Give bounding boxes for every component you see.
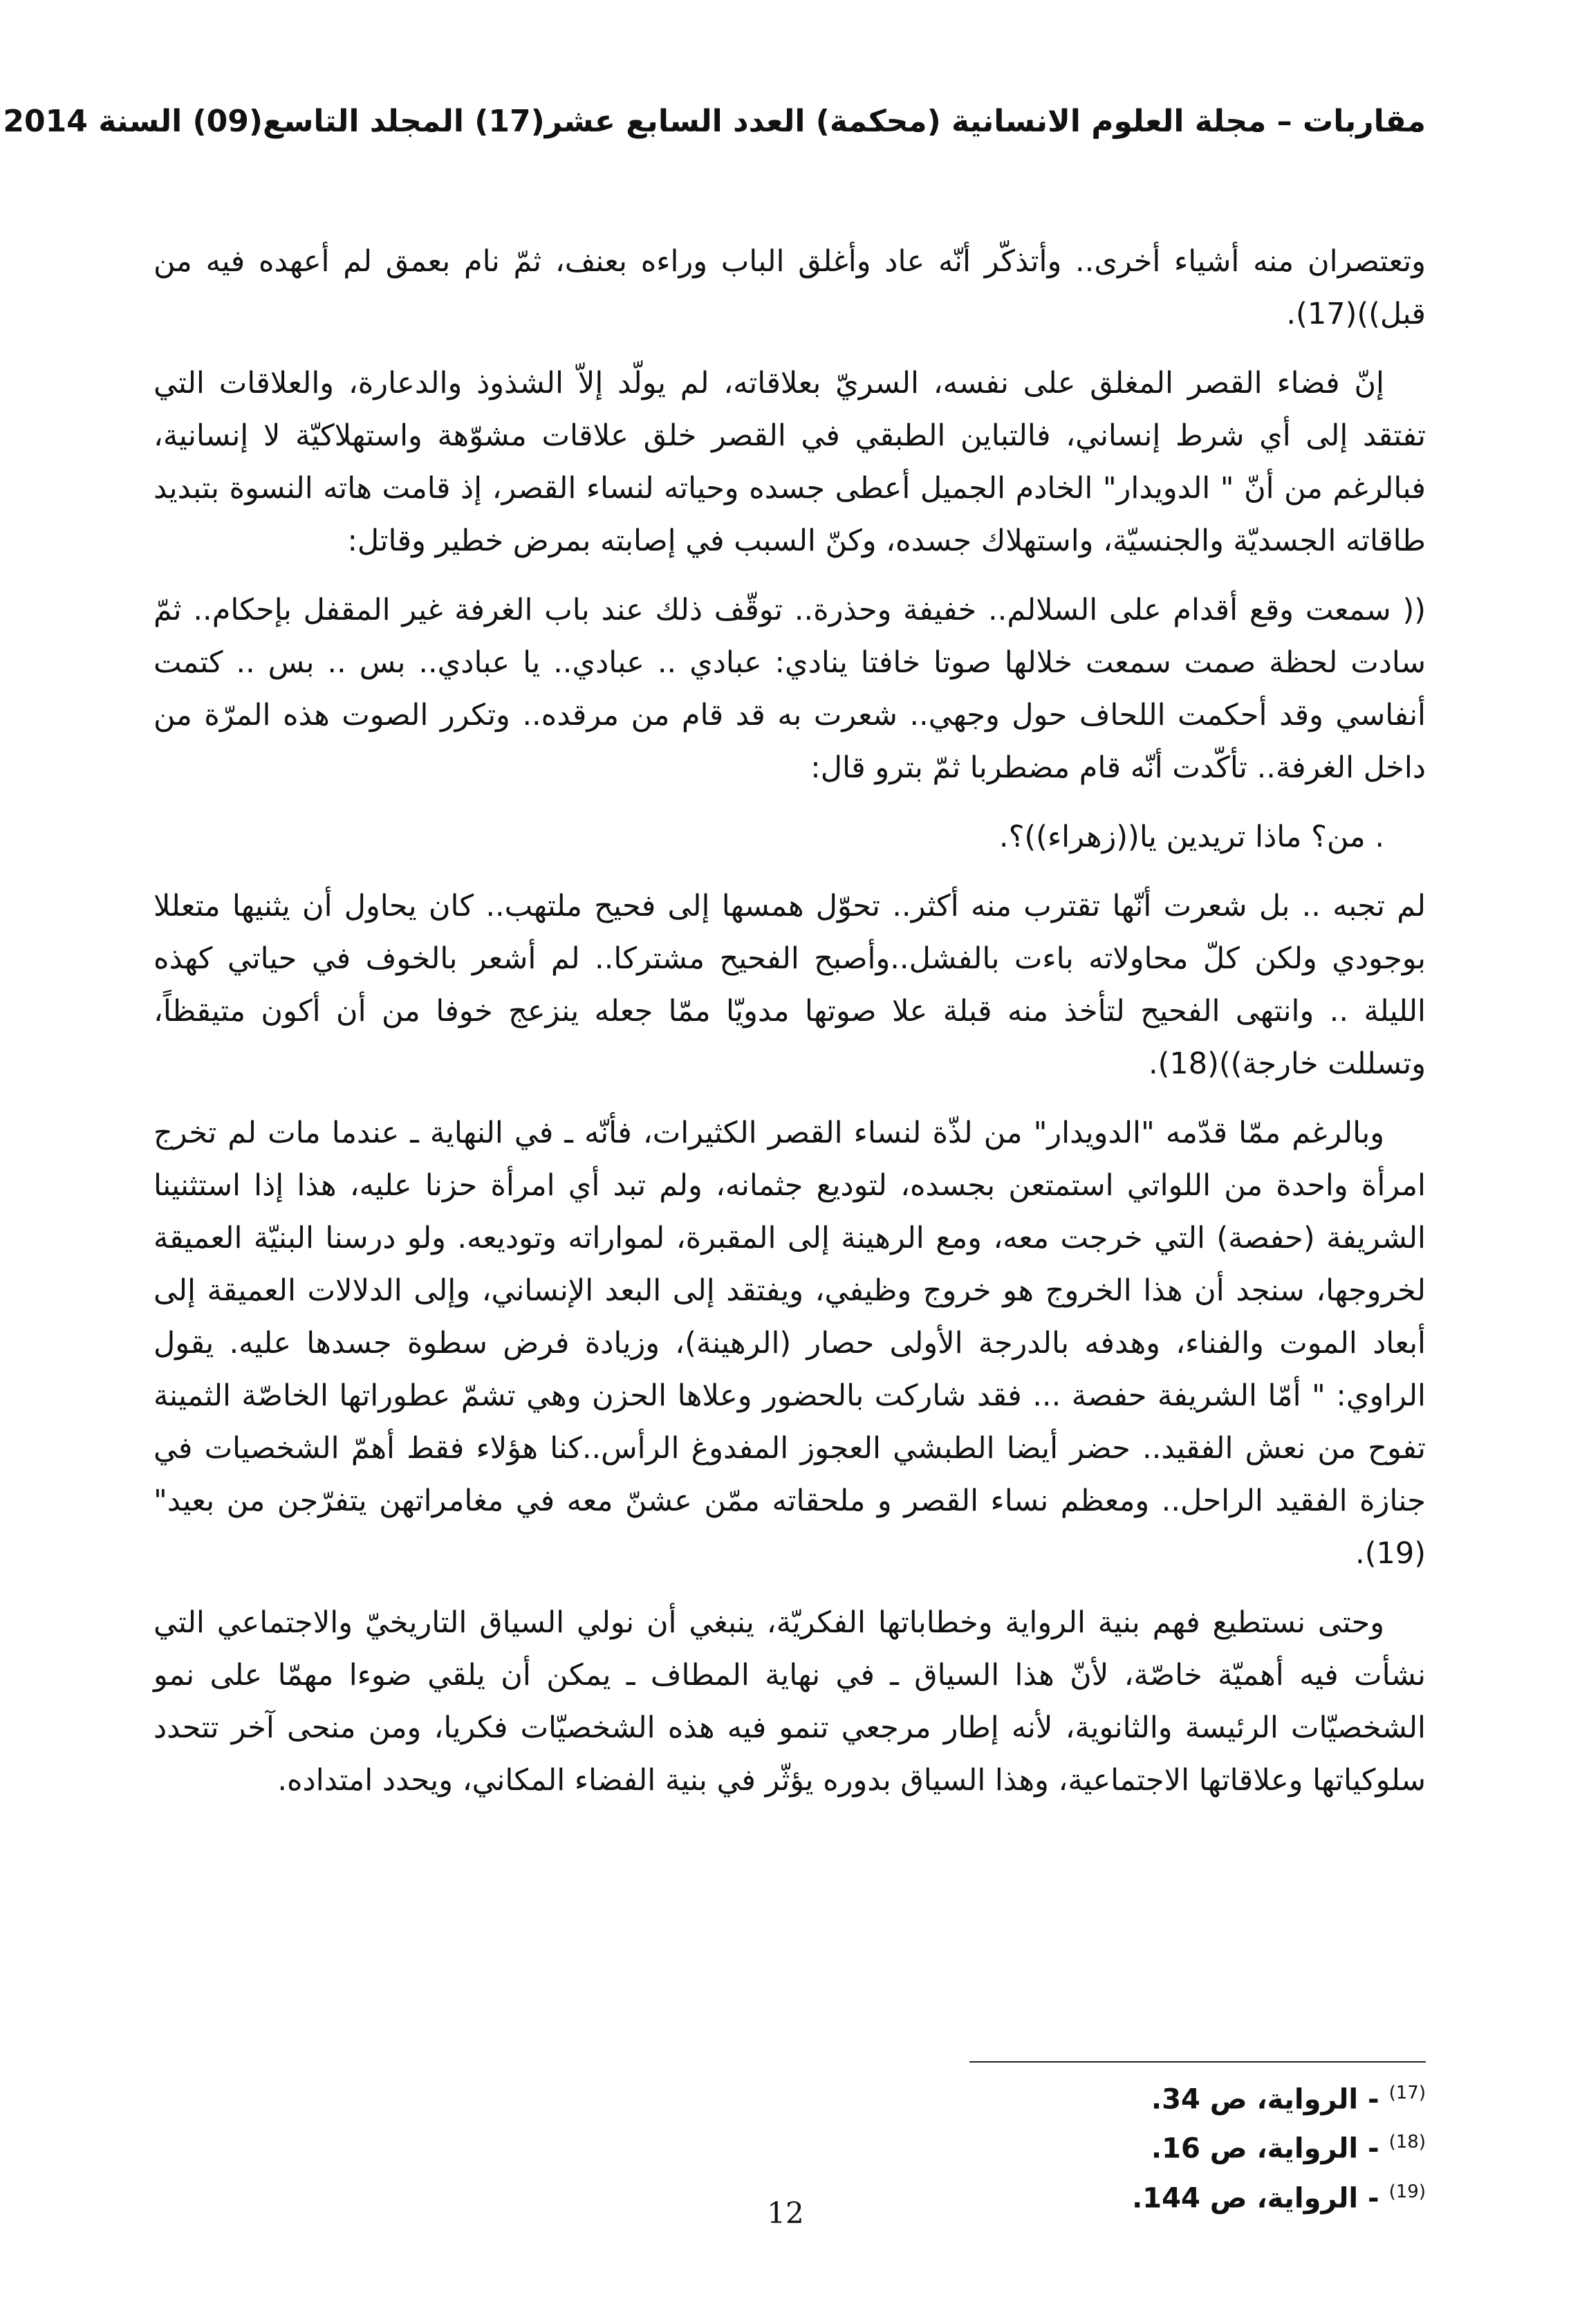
footnote-item (803, 2170, 1426, 2220)
paragraph-1: وتعتصران منه أشياء أخرى.. وأتذكّر أنّه عاد وأغلق الباب وراءه بعنف، ثمّ نام بعمق لم أعهده فيه من قبل))(17). (154, 244, 1426, 331)
footnote-divider (969, 2061, 1426, 2063)
footnote-text: - الرواية، ص 16. (1151, 2132, 1379, 2165)
running-header: مقاربات – مجلة العلوم الانسانية (محكمة) العدد السابع عشر(17) المجلد التاسع(09) السنة 2014 (3, 104, 1426, 139)
footnote-number: (18) (1388, 2132, 1426, 2153)
footnote-item (803, 2121, 1426, 2170)
paragraph-4: وحتى نستطيع فهم بنية الرواية وخطاباتها الفكريّة، ينبغي أن نولي السياق التاريخيّ والاجتماعي التي نشأت فيه أهميّة خاصّة، لأنّ هذا السياق ـ في نهاية المطاف ـ يمكن أن يلقي ضوءا مهمّا على نمو الشخصيّات الرئيسة والثانوية، لأنه إطار مرجعي تنمو فيه هذه الشخصيّات فكريا، ومن منحى آخر تتحدد سلوكياتها وعلاقاتها الاجتماعية، وهذا السياق بدوره يؤثّر في بنية الفضاء المكاني، ويحدد امتداده. (154, 1605, 1426, 1798)
footnotes (803, 2072, 1426, 2220)
footnote-text: - الرواية، ص 144. (1132, 2182, 1379, 2214)
article-body (154, 235, 1426, 1823)
footnote-text: - الرواية، ص 34. (1151, 2083, 1379, 2116)
footnote-item (803, 2072, 1426, 2121)
footnote-number: (17) (1388, 2083, 1426, 2103)
quote-dialogue-line: . من؟ ماذا تريدين يا((زهراء))؟. (998, 820, 1384, 854)
footnote-number: (19) (1388, 2181, 1426, 2202)
quote-paragraph-2: لم تجبه .. بل شعرت أنّها تقترب منه أكثر.. تحوّل همسها إلى فحيح ملتهب.. كان يحاول أن يثنيها متعللا بوجودي ولكن كلّ محاولاته باءت بالفشل..وأصبح الفحيح مشتركا.. لم أشعر بالخوف في حياتي كهذه الليلة .. وانتهى الفحيح لتأخذ منه قبلة علا صوتها مدويّا ممّا جعله ينزعج خوفا من أن أكون متيقظاً، وتسللت خارجة))(18). (154, 889, 1426, 1081)
page-number: 12 (767, 2196, 804, 2230)
quote-paragraph-1: (( سمعت وقع أقدام على السلالم.. خفيفة وحذرة.. توقّف ذلك عند باب الغرفة غير المقفل بإحكام.. ثمّ سادت لحظة صمت سمعت خلالها صوتا خافتا ينادي: عبادي .. عبادي.. يا عبادي.. بس .. بس .. كتمت أنفاسي وقد أحكمت اللحاف حول وجهي.. شعرت به قد قام من مرقده.. وتكرر الصوت هذه المرّة من داخل الغرفة.. تأكّدت أنّه قام مضطربا ثمّ بترو قال: (154, 593, 1426, 785)
paragraph-2: إنّ فضاء القصر المغلق على نفسه، السريّ بعلاقاته، لم يولّد إلاّ الشذوذ والدعارة، والعلاقات التي تفتقد إلى أي شرط إنساني، فالتباين الطبقي في القصر خلق علاقات مشوّهة واستهلاكيّة لا إنسانية، فبالرغم من أنّ " الدويدار" الخادم الجميل أعطى جسده وحياته لنساء القصر، إذ قامت هاته النسوة بتبديد طاقاته الجسديّة والجنسيّة، واستهلاك جسده، وكنّ السبب في إصابته بمرض خطير وقاتل: (154, 366, 1426, 558)
paragraph-3: وبالرغم ممّا قدّمه "الدويدار" من لذّة لنساء القصر الكثيرات، فأنّه ـ في النهاية ـ عندما مات لم تخرج امرأة واحدة من اللواتي استمتعن بجسده، لتوديع جثمانه، ولم تبد أي امرأة حزنا عليه، هذا إذا استثنينا الشريفة (حفصة) التي خرجت معه، ومع الرهينة إلى المقبرة، لمواراته وتوديعه. ولو درسنا البنيّة العميقة لخروجها، سنجد أن هذا الخروج هو خروج وظيفي، ويفتقد إلى البعد الإنساني، وإلى الدلالات العميقة إلى أبعاد الموت والفناء، وهدفه بالدرجة الأولى حصار (الرهينة)، وزيادة فرض سطوة جسدها عليه. يقول الراوي: " أمّا الشريفة حفصة ... فقد شاركت بالحضور وعلاها الحزن وهي تشمّ عطوراتها الخاصّة الثمينة تفوح من نعش الفقيد.. حضر أيضا الطبشي العجوز المفدوغ الرأس..كنا هؤلاء فقط أهمّ الشخصيات في جنازة الفقيد الراحل.. ومعظم نساء القصر و ملحقاته ممّن عشنّ معه في مغامراتهن يتفرّجن من بعيد"(19). (154, 1116, 1426, 1571)
